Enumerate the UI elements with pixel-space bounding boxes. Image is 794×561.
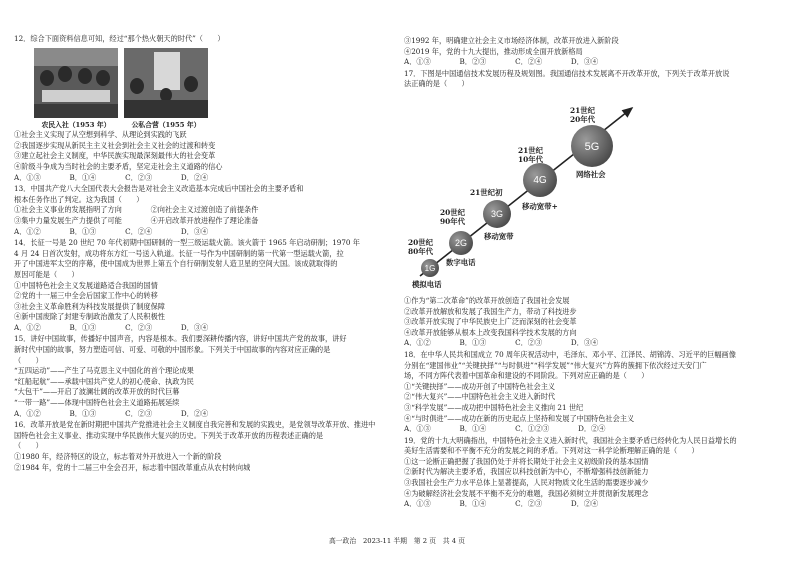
era-label: 20世纪 80年代 xyxy=(408,237,434,256)
answer-choices: A．①③ B．②③ C．②④ D．③④ xyxy=(404,57,599,67)
bubble-label: 3G xyxy=(490,208,504,219)
option: ③1992 年，明确建立社会主义市场经济体制，改革开放进入新阶段 xyxy=(404,36,619,45)
option: ①社会主义实现了从空想到科学、从理论到实践的飞跃 xyxy=(14,130,187,140)
photo-caption: 农民入社（1953 年） xyxy=(41,120,111,129)
bubble-label: 5G xyxy=(584,140,600,153)
question-stem: 17．下图是中国通信技术发展历程及规划图。我国通信技术发展离不开改革开放，下列关于改革开放说 xyxy=(404,68,730,78)
answer-choices: A．①② B．①③ C．②③ D．③④ xyxy=(404,338,599,348)
question-12 xyxy=(14,34,392,183)
photo-caption: 公私合营（1955 年） xyxy=(131,120,201,129)
option: ②1984 年，党的十二届三中全会召开，标志着中国改革重点从农村转向城 xyxy=(14,462,251,472)
question-stem: 19．党的十九大明确指出，中国特色社会主义进入新时代，我国社会主要矛盾已经转化为人民日益增长的 xyxy=(404,435,737,445)
question-stem: 18．在中华人民共和国成立 70 周年庆祝活动中，毛泽东、邓小平、江泽民、胡锦涛、习近平的巨幅画像 xyxy=(404,349,736,359)
question-stem: （ ） xyxy=(14,441,43,451)
option: ②新时代为解决主要矛盾，我国应以科技创新为中心，不断增强科技创新能力 xyxy=(404,467,649,477)
option: ④为破解经济社会发展不平衡不充分的难题，我国必须树立并贯彻新发展理念 xyxy=(404,488,649,498)
answer-choices: A．①② B．①③ C．②④ D．③④ xyxy=(14,226,209,236)
question-stem: 国特色社会主义事业、推动实现中华民族伟大复兴的历史。下列关于改革开放的历程表述正确的是 xyxy=(14,430,324,440)
question-stem: 4 月 24 日首次发射，成功将东方红一号送入轨道。长征一号作为中国研制的第一代第一型运载火箭，拉 xyxy=(14,248,344,258)
era-label: 21世纪 10年代 xyxy=(518,145,544,164)
question-stem: 根本任务作出了判定。这为我国（ ） xyxy=(14,194,144,204)
question-16-continued xyxy=(404,36,784,68)
question-stem: 13．中国共产党八大全国代表大会报告是对社会主义改造基本完成后中国社会的主要矛盾和 xyxy=(14,184,304,194)
right-column xyxy=(404,36,784,510)
answer-choices: A．①③ B．①④ C．②③ D．②④ xyxy=(14,172,209,182)
tech-tag: 模拟电话 xyxy=(412,279,442,289)
question-stem: 开了中国进军太空的序幕，使中国成为世界上第五个自行研制发射人造卫星的空间大国。该成就取得的 xyxy=(14,259,338,269)
question-15 xyxy=(14,334,392,419)
answer-choices: A．①② B．①③ C．②③ D．②④ xyxy=(14,408,209,418)
option: ①作为“第二次革命”的改革开放创造了我国社会发展 xyxy=(404,295,570,305)
era-label: 21世纪 20年代 xyxy=(570,105,596,124)
era-label: 20世纪 90年代 xyxy=(440,207,466,226)
option: ①这一论断正确把握了我国仍处于并将长期处于社会主义初级阶段的基本国情 xyxy=(404,456,649,466)
question-18 xyxy=(404,350,784,435)
question-stem: 原因可能是（ ） xyxy=(14,269,79,279)
bubble-label: 4G xyxy=(533,174,547,186)
tech-tag: 数字电话 xyxy=(446,257,476,267)
question-14 xyxy=(14,238,392,333)
option: ②“伟大复兴”——中国特色社会主义进入新时代 xyxy=(404,392,556,402)
option: “大包干”——开启了波澜壮阔的改革开放的时代巨幕 xyxy=(14,387,180,397)
photo-row xyxy=(34,48,392,118)
question-stem: 法正确的是（ ） xyxy=(404,79,469,89)
question-stem: 美好生活需要和不平衡不充分的发展之间的矛盾。下列对这一科学论断理解正确的是（ ） xyxy=(404,446,699,456)
option: ①1980 年，经济特区的设立，标志着对外开放进入一个新的阶段 xyxy=(14,452,222,461)
option: ③改革开放实现了中华民族史上广泛而深刻的社会变革 xyxy=(404,317,577,327)
option: ①社会主义事业的发展指明了方向 ②向社会主义过渡创造了前提条件 xyxy=(14,205,259,215)
option: ②我国逐步实现从新民主主义社会到社会主义社会的过渡和转变 xyxy=(14,140,216,150)
option: ①“关键抉择”——成功开创了中国特色社会主义 xyxy=(404,381,556,391)
option: ④改革开放能够从根本上改变我国科学技术发展的方向 xyxy=(404,327,577,337)
question-stem: 分别在“建国伟业”“关键抉择”“与时俱进”“科学发展”“伟大复兴”方阵的簇拥下依次经过天安门广 xyxy=(404,360,707,370)
question-19 xyxy=(404,436,784,510)
option: ③“科学发展”——成功把中国特色社会主义推向 21 世纪 xyxy=(404,402,584,412)
tech-tag: 移动宽带+ xyxy=(522,201,558,211)
option: ②党的十一届三中全会后国家工作中心的转移 xyxy=(14,291,158,301)
question-16 xyxy=(14,420,392,473)
option: ④2019 年，党的十九大提出，推动形成全面开放新格局 xyxy=(404,46,583,56)
option: ③社会主义革命胜利为科技发展提供了制度保障 xyxy=(14,301,165,311)
question-stem: 14．长征一号是 20 世纪 70 年代初期中国研制的一型三级运载火箭。该火箭于 1965 年启动研制；1970 年 xyxy=(14,238,360,248)
option: ④阶级斗争成为当时社会的主要矛盾，坚定走社会主义道路的信心 xyxy=(14,161,223,171)
option: ③我国社会生产力水平总体上显著提高，人民对物质文化生活的需要逐步减少 xyxy=(404,478,649,488)
bubble-label: 1G xyxy=(424,263,436,273)
option: ④新中国废除了封建专制政治激发了人民积极性 xyxy=(14,312,165,322)
left-column xyxy=(14,34,392,473)
answer-choices: A．①② B．①③ C．②③ D．③④ xyxy=(14,322,209,332)
question-stem: 场，不同方阵代表着中国革命和建设的不同阶段。下列对应正确的是（ ） xyxy=(404,371,649,381)
tech-tag: 移动宽带 xyxy=(484,231,514,241)
question-17 xyxy=(404,69,784,349)
option: “一带一路”——体现中国特色社会主义道路拓展延续 xyxy=(14,398,180,408)
option: ④“与时俱进”——成功在新的历史起点上坚持和发展了中国特色社会主义 xyxy=(404,413,635,423)
option: “红船起航”——承载中国共产党人的初心使命、执政为民 xyxy=(14,376,194,386)
answer-choices: A．①③ B．①④ C．②③ D．②④ xyxy=(404,499,599,509)
question-stem: 15．讲好中国故事，传播好中国声音，内容是根本。我们要深耕传播内容，讲好中国共产党的故事，讲好 xyxy=(14,334,347,344)
question-stem: 12．综合下面资料信息可知，经过“那个热火朝天的时代”（ ） xyxy=(14,34,225,43)
era-label: 21世纪初 xyxy=(470,187,503,197)
answer-choices: A．①③ B．①④ C．①②③ D．②④ xyxy=(404,424,606,434)
bubble-label: 2G xyxy=(454,237,468,248)
page-footer: 高一政治 2023-11 半期 第 2 页 共 4 页 xyxy=(328,537,466,545)
question-stem: 新时代中国的故事，努力塑造可信、可爱、可敬的中国形象。下列关于中国故事的内容对应正确的是 xyxy=(14,345,331,355)
option: “五四运动”——产生了马克思主义中国化的首个理论成果 xyxy=(14,366,194,376)
tech-tag: 网络社会 xyxy=(576,169,606,179)
option: ③建立起社会主义制度，中华民族实现最深刻最伟大的社会变革 xyxy=(14,151,216,161)
option: ③集中力量发展生产力提供了可能 ④开启改革开放进程作了理论准备 xyxy=(14,215,259,225)
photo-captions xyxy=(34,120,392,131)
question-stem: （ ） xyxy=(14,355,43,365)
question-13 xyxy=(14,184,392,237)
option: ②改革开放解放和发展了我国生产力，带动了科技进步 xyxy=(404,306,577,316)
option: ①中国特色社会主义发展道路适合我国的国情 xyxy=(14,280,158,290)
question-stem: 16．改革开放是党在新时期把中国共产党推进社会主义制度自我完善和发展的实践史，是党领导改革开放、推进中 xyxy=(14,420,376,430)
telecom-development-diagram xyxy=(404,96,784,292)
photo-public-private-partnership xyxy=(124,48,208,118)
photo-farmers-join-cooperative xyxy=(34,48,118,118)
